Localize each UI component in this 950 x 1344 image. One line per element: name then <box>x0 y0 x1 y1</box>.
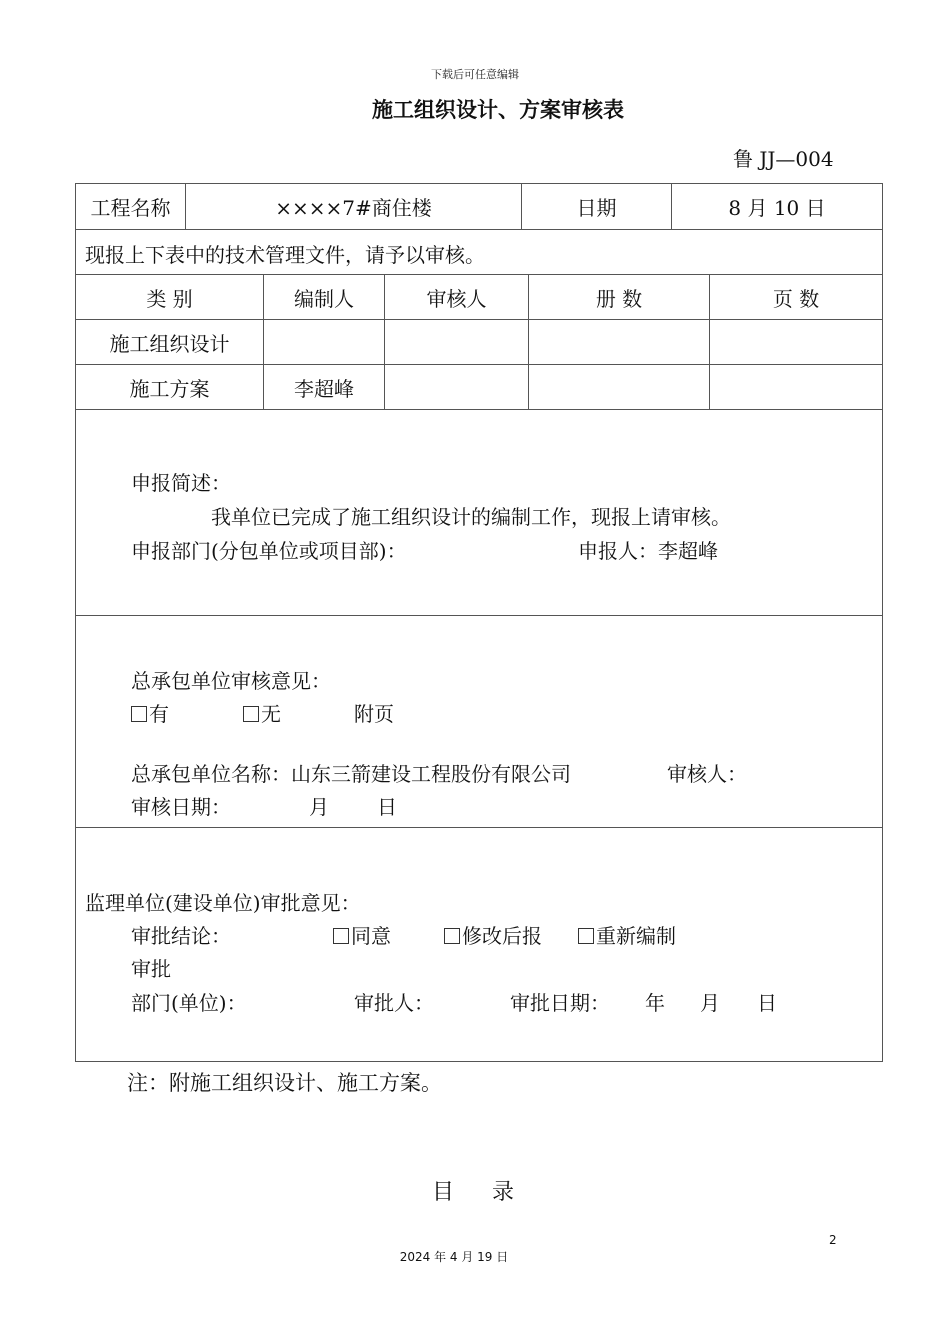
option-agree-label: 同意 <box>351 924 391 948</box>
approve-day: 日 <box>757 991 777 1015</box>
attachment-label: 附页 <box>354 702 394 726</box>
col-header-reviewer: 审核人 <box>426 286 487 311</box>
option-no[interactable] <box>243 698 281 727</box>
intro-text: 现报上下表中的技术管理文件，请予以审核。 <box>85 243 485 267</box>
approver-label: 审批人： <box>354 991 434 1015</box>
option-modify[interactable] <box>444 920 542 949</box>
contractor-date-label: 审核日期： <box>131 795 231 819</box>
section-divider <box>75 615 883 616</box>
approve-word: 审批 <box>131 957 171 981</box>
approve-year: 年 <box>645 991 665 1015</box>
row-reviewer <box>385 320 528 364</box>
option-yes-label: 有 <box>149 702 169 726</box>
option-no-label: 无 <box>261 702 281 726</box>
footer-date: 2024 年 4 月 19 日 <box>399 1250 509 1264</box>
toc-title: 目 录 <box>432 1180 516 1205</box>
section-divider <box>75 827 883 828</box>
header-note: 下载后可任意编辑 <box>431 68 519 81</box>
approve-date-label: 审批日期： <box>510 991 610 1015</box>
col-header-volumes: 册 数 <box>595 286 643 311</box>
checkbox-icon[interactable] <box>333 928 349 944</box>
contractor-reviewer-label: 审核人： <box>667 762 747 786</box>
option-modify-label: 修改后报 <box>462 924 542 948</box>
row-author <box>264 320 384 364</box>
footnote: 注：附施工组织设计、施工方案。 <box>127 1071 442 1095</box>
supervisor-opinion-label: 监理单位(建设单位)审批意见： <box>85 891 361 915</box>
conclusion-label: 审批结论： <box>131 924 231 948</box>
contractor-name-line: 总承包单位名称：山东三箭建设工程股份有限公司 <box>131 762 571 786</box>
row-category: 施工组织设计 <box>109 331 230 356</box>
row-divider <box>75 229 883 230</box>
checkbox-icon[interactable] <box>444 928 460 944</box>
project-name-label: 工程名称 <box>90 196 171 220</box>
form-code: 鲁 JJ—004 <box>733 147 834 171</box>
option-agree[interactable] <box>333 920 391 949</box>
page-number: 2 <box>829 1233 837 1247</box>
summary-label: 申报简述： <box>131 471 231 495</box>
row-divider <box>75 409 883 410</box>
row-volumes <box>529 320 709 364</box>
reporter: 申报人：李超峰 <box>578 539 718 563</box>
option-redo[interactable] <box>578 920 676 949</box>
col-header-author: 编制人 <box>294 286 354 311</box>
project-name-value: ××××7#商住楼 <box>275 196 432 220</box>
contractor-day: 日 <box>377 795 397 819</box>
row-author: 李超峰 <box>294 376 354 401</box>
date-value: 8 月 10 日 <box>728 196 826 220</box>
contractor-opinion-label: 总承包单位审核意见： <box>131 669 331 693</box>
checkbox-icon[interactable] <box>243 706 259 722</box>
approve-month: 月 <box>700 991 720 1015</box>
page-title: 施工组织设计、方案审核表 <box>372 98 624 122</box>
row-volumes <box>529 365 709 409</box>
col-header-pages: 页 数 <box>772 286 820 311</box>
date-label: 日期 <box>576 196 617 220</box>
row-pages <box>710 365 882 409</box>
checkbox-icon[interactable] <box>578 928 594 944</box>
row-pages <box>710 320 882 364</box>
option-yes[interactable] <box>131 698 169 727</box>
option-redo-label: 重新编制 <box>596 924 676 948</box>
col-header-category: 类 别 <box>146 286 193 311</box>
row-category: 施工方案 <box>129 376 210 401</box>
checkbox-icon[interactable] <box>131 706 147 722</box>
contractor-month: 月 <box>309 795 329 819</box>
report-dept-label: 申报部门(分包单位或项目部)： <box>131 539 407 563</box>
summary-text: 我单位已完成了施工组织设计的编制工作，现报上请审核。 <box>211 505 731 529</box>
row-reviewer <box>385 365 528 409</box>
approve-dept-label: 部门(单位)： <box>131 991 247 1015</box>
